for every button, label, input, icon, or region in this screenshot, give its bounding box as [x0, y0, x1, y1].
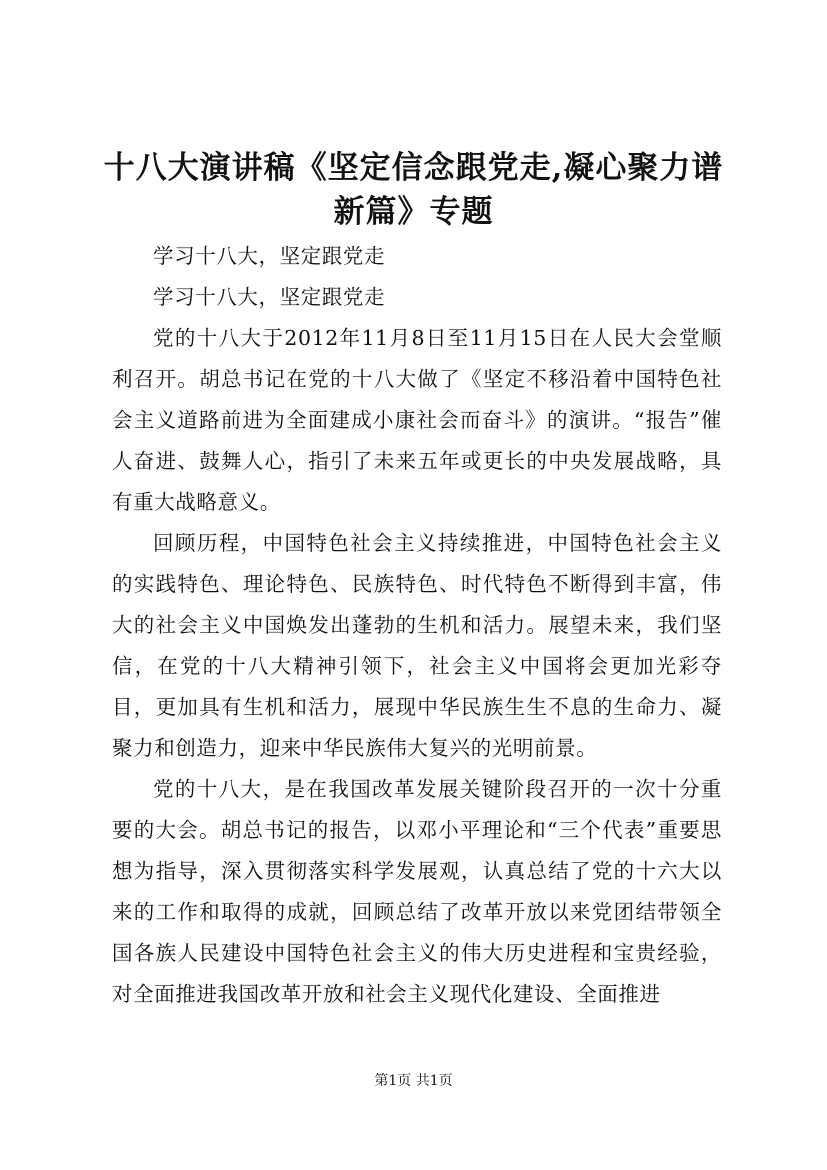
title-line-1: 十八大演讲稿《坚定信念跟党走,凝心聚力谱 — [103, 150, 724, 186]
document-body — [112, 236, 722, 1015]
body-paragraph-2: 回顾历程，中国特色社会主义持续推进，中国特色社会主义的实践特色、理论特色、民族特色、时代特色不断得到丰富，伟大的社会主义中国焕发出蓬勃的生机和活力。展望未来，我们坚信，在党的十八大精神引领下，社会主义中国将会更加光彩夺目，更加具有生机和活力，展现中华民族生生不息的生命力、凝聚力和创造力，迎来中华民族伟大复兴的光明前景。 — [112, 531, 722, 760]
page-footer: 第1页 共1页 — [374, 1073, 453, 1089]
title-line-2: 新篇》专题 — [333, 194, 494, 230]
subheading-paragraph-2: 学习十八大，坚定跟党走 — [153, 285, 386, 309]
subheading-paragraph-1: 学习十八大，坚定跟党走 — [153, 244, 386, 268]
body-paragraph-1: 党的十八大于2012年11月8日至11月15日在人民大会堂顺利召开。胡总书记在党的十八大做了《坚定不移沿着中国特色社会主义道路前进为全面建成小康社会而奋斗》的演讲。“报告”催人奋进、鼓舞人心，指引了未来五年或更长的中央发展战略，具有重大战略意义。 — [112, 326, 722, 514]
body-paragraph-3: 党的十八大，是在我国改革发展关键阶段召开的一次十分重要的大会。胡总书记的报告，以邓小平理论和“三个代表”重要思想为指导，深入贯彻落实科学发展观，认真总结了党的十六大以来的工作和取得的成就，回顾总结了改革开放以来党团结带领全国各族人民建设中国特色社会主义的伟大历史进程和宝贵经验，对全面推进我国改革开放和社会主义现代化建设、全面推进 — [112, 777, 722, 1006]
document-title — [100, 146, 727, 234]
